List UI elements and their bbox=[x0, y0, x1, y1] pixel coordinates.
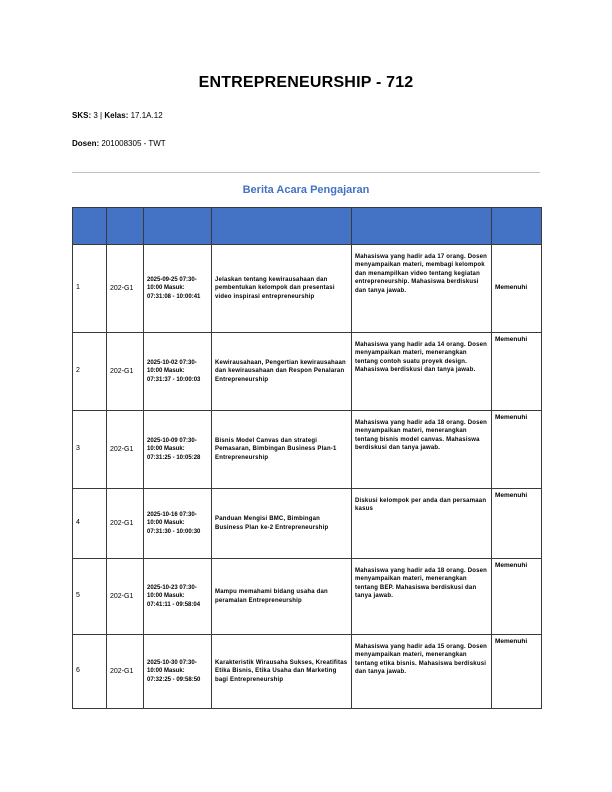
row-topic: Panduan Mengisi BMC, Bimbingan Business Plan ke-2 Entrepreneurship bbox=[212, 489, 352, 559]
row-status: Memenuhi bbox=[492, 245, 542, 333]
header-cell bbox=[492, 208, 542, 245]
row-time: 2025-10-16 07:30-10:00 Masuk: 07:31:30 - 10:00:30 bbox=[144, 489, 212, 559]
row-status: Memenuhi bbox=[492, 411, 542, 489]
row-status: Memenuhi bbox=[492, 489, 542, 559]
row-number: 6 bbox=[73, 635, 107, 709]
kelas-value: 17.1A.12 bbox=[130, 111, 163, 120]
table-header-row bbox=[73, 208, 542, 245]
header-cell bbox=[73, 208, 107, 245]
row-topic: Kewirausahaan, Pengertian kewirausahaan dan kewirausahaan dan Respon Penalaran Entrepreneurship bbox=[212, 333, 352, 411]
header-cell bbox=[352, 208, 492, 245]
row-description: Mahasiswa yang hadir ada 18 orang. Dosen menyampaikan materi, menerangkan tentang BEP. Mahasiswa berdiskusi dan tanya jawab. bbox=[352, 559, 492, 635]
row-number: 3 bbox=[73, 411, 107, 489]
row-description: Diskusi kelompok per anda dan persamaan kasus bbox=[352, 489, 492, 559]
row-class: 202-G1 bbox=[107, 411, 144, 489]
course-title: ENTREPRENEURSHIP - 712 bbox=[198, 74, 414, 91]
table-row bbox=[73, 559, 542, 635]
row-description: Mahasiswa yang hadir ada 17 orang. Dosen menyampaikan materi, membagi kelompok dan menampilkan video tentang kegiatan entrepreneurship. Mahasiswa berdiskusi dan tanya jawab. bbox=[352, 245, 492, 333]
row-time: 2025-10-09 07:30-10:00 Masuk: 07:31:25 - 10:05:28 bbox=[144, 411, 212, 489]
dosen-line bbox=[72, 139, 166, 148]
row-status: Memenuhi bbox=[492, 635, 542, 709]
row-number: 4 bbox=[73, 489, 107, 559]
row-number: 1 bbox=[73, 245, 107, 333]
row-class: 202-G1 bbox=[107, 559, 144, 635]
row-time: 2025-09-25 07:30-10:00 Masuk: 07:31:08 - 10:00:41 bbox=[144, 245, 212, 333]
table-row bbox=[73, 333, 542, 411]
row-topic: Jelaskan tentang kewirausahaan dan pembentukan kelompok dan presentasi video inspirasi entrepreneurship bbox=[212, 245, 352, 333]
divider bbox=[72, 172, 540, 173]
row-description: Mahasiswa yang hadir ada 15 orang. Dosen menyampaikan materi, menerangkan tentang etika bisnis. Mahasiswa berdiskusi dan tanya jawab. bbox=[352, 635, 492, 709]
sks-value: 3 bbox=[93, 111, 98, 120]
kelas-label: Kelas: bbox=[104, 111, 129, 120]
table-row bbox=[73, 411, 542, 489]
section-title: Berita Acara Pengajaran bbox=[242, 184, 370, 196]
header-cell bbox=[107, 208, 144, 245]
row-class: 202-G1 bbox=[107, 489, 144, 559]
row-topic: Bisnis Model Canvas dan strategi Pemasaran, Bimbingan Business Plan-1 Entrepreneurship bbox=[212, 411, 352, 489]
teaching-record-table bbox=[72, 207, 542, 709]
header-cell bbox=[212, 208, 352, 245]
row-time: 2025-10-23 07:30-10:00 Masuk: 07:41:11 - 09:58:04 bbox=[144, 559, 212, 635]
meta-separator: | bbox=[100, 111, 103, 120]
row-time: 2025-10-02 07:30-10:00 Masuk: 07:31:37 - 10:00:03 bbox=[144, 333, 212, 411]
dosen-value: 201008305 - TWT bbox=[101, 139, 166, 148]
table-row bbox=[73, 245, 542, 333]
row-description: Mahasiswa yang hadir ada 14 orang. Dosen menyampaikan materi, menerangkan tentang contoh suatu proyek design. Mahasiswa berdiskusi dan tanya jawab. bbox=[352, 333, 492, 411]
row-description: Mahasiswa yang hadir ada 18 orang. Dosen menyampaikan materi, menerangkan tentang bisnis model canvas. Mahasiswa berdiskusi dan tanya jawab. bbox=[352, 411, 492, 489]
row-number: 2 bbox=[73, 333, 107, 411]
row-class: 202-G1 bbox=[107, 333, 144, 411]
row-class: 202-G1 bbox=[107, 635, 144, 709]
row-topic: Karakteristik Wirausaha Sukses, Kreatifitas Etika Bisnis, Etika Usaha dan Marketing bagi Entrepreneurship bbox=[212, 635, 352, 709]
row-status: Memenuhi bbox=[492, 333, 542, 411]
header-cell bbox=[144, 208, 212, 245]
dosen-label: Dosen: bbox=[72, 139, 100, 148]
row-time: 2025-10-30 07:30-10:00 Masuk: 07:32:25 - 09:58:50 bbox=[144, 635, 212, 709]
sks-kelas-line bbox=[72, 111, 163, 120]
row-status: Memenuhi bbox=[492, 559, 542, 635]
row-number: 5 bbox=[73, 559, 107, 635]
row-topic: Mampu memahami bidang usaha dan peramalan Entrepreneurship bbox=[212, 559, 352, 635]
table-row bbox=[73, 489, 542, 559]
sks-label: SKS: bbox=[72, 111, 92, 120]
row-class: 202-G1 bbox=[107, 245, 144, 333]
table-row bbox=[73, 635, 542, 709]
